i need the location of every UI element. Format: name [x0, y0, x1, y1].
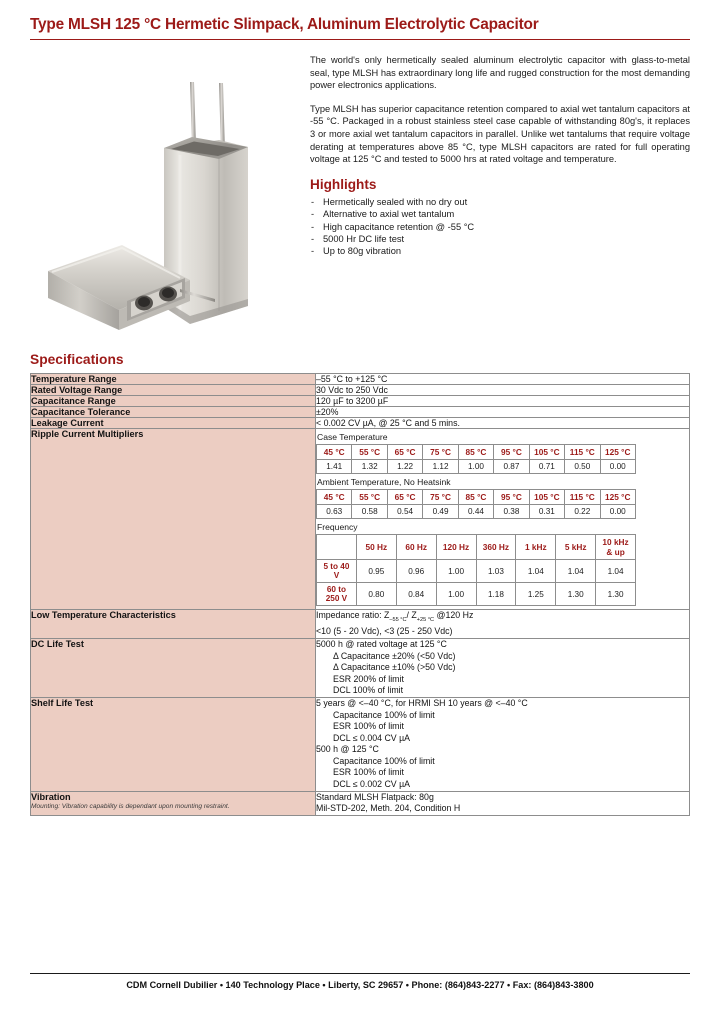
data-cell: 0.63 — [317, 505, 352, 519]
spec-label-vibration — [31, 791, 316, 815]
impedance-mid: / Z — [406, 610, 417, 620]
highlight-item: - Up to 80g vibration — [310, 245, 690, 257]
data-cell: 0.95 — [356, 560, 396, 583]
data-cell: 0.00 — [600, 505, 636, 519]
case-temperature-caption: Case Temperature — [317, 432, 388, 442]
spec-label-ripple-current-multipliers: Ripple Current Multipliers — [31, 429, 316, 610]
column-header: 85 °C — [458, 445, 493, 460]
impedance-subscript-cold: –55 °C — [389, 616, 407, 623]
shelf-life-line: DCL ≤ 0.002 CV µA — [333, 779, 411, 790]
column-header: 50 Hz — [356, 535, 396, 560]
spec-value-dc-life-test — [316, 638, 690, 697]
data-cell: 1.12 — [423, 460, 458, 474]
shelf-life-line: ESR 100% of limit — [333, 767, 404, 778]
table-row — [317, 460, 636, 474]
specifications-table — [30, 373, 690, 816]
column-header: 125 °C — [600, 445, 636, 460]
top-section — [30, 52, 690, 352]
column-header: 55 °C — [352, 445, 387, 460]
impedance-prefix: Impedance ratio: Z — [316, 610, 390, 620]
row-header: 60 to 250 V — [317, 583, 357, 606]
table-header-row — [317, 445, 636, 460]
highlight-item: - Hermetically sealed with no dry out — [310, 196, 690, 208]
intro-paragraph-1: The world's only hermetically sealed aluminum electrolytic capacitor with glass-to-metal seal, type MLSH has extraordinary long life and rugged construction for the most demanding power electronics applications. — [310, 55, 690, 91]
data-cell: 0.54 — [387, 505, 422, 519]
table-header-row — [317, 535, 636, 560]
dc-life-line: 5000 h @ rated voltage at 125 °C — [316, 638, 447, 649]
data-cell: 1.00 — [458, 460, 493, 474]
column-header: 5 kHz — [556, 535, 596, 560]
data-cell: 0.44 — [458, 505, 493, 519]
column-header: 115 °C — [565, 445, 600, 460]
data-cell: 1.03 — [476, 560, 516, 583]
data-cell: 1.00 — [436, 583, 476, 606]
intro-paragraph-2: Type MLSH has superior capacitance retention compared to axial wet tantalum capacitors at -55 °C. Packaged in a robust stainless steel case capable of withstanding 80g's, it replaces 3 or more axial wet tantalum capacitors in parallel. Unlike wet tantalums that require voltage derating at temperatures above 85 °C, type MLSH capacitors are rated for full operating voltage at 125 °C and tested to 5000 hrs at rated voltage and temperature. — [310, 103, 690, 165]
intro-text — [310, 54, 690, 166]
column-header-blank — [317, 535, 357, 560]
footer-contact-text: CDM Cornell Dubilier • 140 Technology Place • Liberty, SC 29657 • Phone: (864)843-2277 • Fax: (864)843-3800 — [126, 980, 594, 990]
spec-label-rated-voltage-range: Rated Voltage Range — [31, 385, 316, 396]
shelf-life-line: 500 h @ 125 °C — [316, 744, 379, 755]
table-row — [31, 374, 690, 385]
data-cell: 0.96 — [396, 560, 436, 583]
capacitor-illustration — [30, 52, 310, 352]
title-divider — [30, 39, 690, 40]
column-header: 125 °C — [600, 490, 636, 505]
page-title: Type MLSH 125 °C Hermetic Slimpack, Aluminum Electrolytic Capacitor — [30, 16, 539, 33]
column-header: 10 kHz & up — [596, 535, 636, 560]
data-cell: 1.30 — [556, 583, 596, 606]
shelf-life-line: ESR 100% of limit — [333, 721, 404, 732]
vibration-line: Mil-STD-202, Meth. 204, Condition H — [316, 803, 461, 814]
table-row — [31, 396, 690, 407]
ambient-temperature-caption: Ambient Temperature, No Heatsink — [317, 477, 451, 487]
spec-value-low-temperature — [316, 610, 690, 639]
shelf-life-line: Capacitance 100% of limit — [333, 709, 435, 720]
spec-value-vibration — [316, 791, 690, 815]
column-header: 45 °C — [317, 490, 352, 505]
specifications-title: Specifications — [30, 352, 124, 367]
data-cell: 1.41 — [317, 460, 352, 474]
impedance-limits-line: <10 (5 - 20 Vdc), <3 (25 - 250 Vdc) — [316, 626, 453, 637]
dc-life-line: DCL 100% of limit — [333, 685, 404, 696]
column-header: 55 °C — [352, 490, 387, 505]
data-cell: 1.22 — [387, 460, 422, 474]
data-cell: 0.22 — [565, 505, 600, 519]
table-row — [31, 697, 690, 791]
frequency-table — [316, 534, 636, 606]
spec-value-leakage-current: < 0.002 CV µA, @ 25 °C and 5 mins. — [316, 418, 690, 429]
column-header: 360 Hz — [476, 535, 516, 560]
highlights-title: Highlights — [310, 176, 377, 192]
column-header: 75 °C — [423, 445, 458, 460]
table-row — [31, 610, 690, 639]
data-cell: 1.04 — [556, 560, 596, 583]
column-header: 65 °C — [387, 490, 422, 505]
highlights-list — [310, 196, 690, 258]
data-cell: 0.58 — [352, 505, 387, 519]
column-header: 60 Hz — [396, 535, 436, 560]
table-row — [31, 429, 690, 610]
impedance-ratio-line — [316, 610, 689, 626]
product-photo — [30, 52, 310, 352]
column-header: 115 °C — [565, 490, 600, 505]
data-cell: 1.00 — [436, 560, 476, 583]
spec-value-capacitance-tolerance: ±20% — [316, 407, 690, 418]
ambient-temperature-table — [316, 489, 636, 519]
column-header: 105 °C — [529, 490, 564, 505]
case-temperature-table — [316, 444, 636, 474]
column-header: 105 °C — [529, 445, 564, 460]
data-cell: 0.50 — [565, 460, 600, 474]
data-cell: 0.87 — [494, 460, 529, 474]
shelf-life-line: Capacitance 100% of limit — [333, 755, 435, 766]
data-cell: 1.04 — [596, 560, 636, 583]
data-cell: 0.80 — [356, 583, 396, 606]
shelf-life-line: DCL ≤ 0.004 CV µA — [333, 732, 411, 743]
highlight-item: - High capacitance retention @ -55 °C — [310, 221, 690, 233]
table-row — [317, 505, 636, 519]
vibration-label-text: Vibration — [31, 791, 71, 802]
data-cell: 0.00 — [600, 460, 636, 474]
row-header: 5 to 40 V — [317, 560, 357, 583]
spec-label-dc-life-test: DC Life Test — [31, 638, 316, 697]
spec-value-capacitance-range: 120 µF to 3200 µF — [316, 396, 690, 407]
column-header: 85 °C — [458, 490, 493, 505]
impedance-subscript-room: +25 °C — [416, 616, 435, 623]
spec-label-low-temperature: Low Temperature Characteristics — [31, 610, 316, 639]
spec-value-ripple-current-multipliers — [316, 429, 690, 610]
data-cell: 0.84 — [396, 583, 436, 606]
spec-label-shelf-life-test: Shelf Life Test — [31, 697, 316, 791]
dc-life-line: ESR 200% of limit — [333, 673, 404, 684]
table-row — [31, 638, 690, 697]
spec-value-rated-voltage-range: 30 Vdc to 250 Vdc — [316, 385, 690, 396]
table-row — [31, 791, 690, 815]
data-cell: 1.04 — [516, 560, 556, 583]
data-cell: 1.30 — [596, 583, 636, 606]
highlight-item: - Alternative to axial wet tantalum — [310, 208, 690, 220]
column-header: 75 °C — [423, 490, 458, 505]
table-row — [31, 418, 690, 429]
shelf-life-line: 5 years @ <–40 °C, for HRMI SH 10 years @ <–40 °C — [316, 697, 528, 708]
spec-label-leakage-current: Leakage Current — [31, 418, 316, 429]
table-row — [317, 583, 636, 606]
vibration-line: Standard MLSH Flatpack: 80g — [316, 791, 434, 802]
data-cell: 0.31 — [529, 505, 564, 519]
column-header: 65 °C — [387, 445, 422, 460]
dc-life-line: Δ Capacitance ±20% (<50 Vdc) — [333, 650, 456, 661]
data-cell: 1.18 — [476, 583, 516, 606]
vibration-mounting-note: Mounting: Vibration capability is dependant upon mounting restraint. — [31, 802, 230, 810]
table-header-row — [317, 490, 636, 505]
data-cell: 0.71 — [529, 460, 564, 474]
frequency-caption: Frequency — [317, 522, 358, 532]
data-cell: 1.25 — [516, 583, 556, 606]
spec-label-capacitance-range: Capacitance Range — [31, 396, 316, 407]
intro-column — [310, 52, 690, 352]
column-header: 120 Hz — [436, 535, 476, 560]
data-cell: 0.38 — [494, 505, 529, 519]
dc-life-line: Δ Capacitance ±10% (>50 Vdc) — [333, 662, 456, 673]
column-header: 95 °C — [494, 490, 529, 505]
column-header: 1 kHz — [516, 535, 556, 560]
spec-value-shelf-life-test — [316, 697, 690, 791]
data-cell: 1.32 — [352, 460, 387, 474]
highlight-item: - 5000 Hr DC life test — [310, 233, 690, 245]
table-row — [317, 560, 636, 583]
impedance-suffix: @120 Hz — [434, 610, 474, 620]
table-row — [31, 407, 690, 418]
column-header: 45 °C — [317, 445, 352, 460]
spec-value-temperature-range: –55 °C to +125 °C — [316, 374, 690, 385]
spec-label-capacitance-tolerance: Capacitance Tolerance — [31, 407, 316, 418]
table-row — [31, 385, 690, 396]
data-cell: 0.49 — [423, 505, 458, 519]
column-header: 95 °C — [494, 445, 529, 460]
spec-label-temperature-range: Temperature Range — [31, 374, 316, 385]
page-footer — [30, 973, 690, 990]
